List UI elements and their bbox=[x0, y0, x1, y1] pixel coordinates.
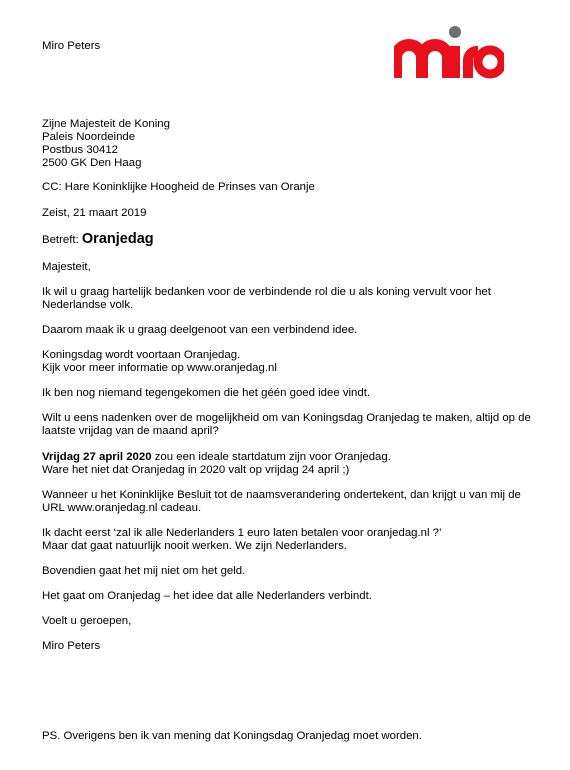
highlight-date: Vrijdag 27 april 2020 bbox=[42, 451, 152, 463]
paragraph-line: Ik wil u graag hartelijk bedanken voor de verbindende rol die u als koning vervult voor het bbox=[42, 286, 491, 298]
paragraph-line: Nederlandse volk. bbox=[42, 299, 134, 311]
paragraph-line: Wilt u eens nadenken over de mogelijkheid om van Koningsdag Oranjedag te maken, altijd op de bbox=[42, 412, 531, 424]
address-line: Zijne Majesteit de Koning bbox=[42, 118, 170, 130]
paragraph: Het gaat om Oranjedag – het idee dat alle Nederlanders verbindt. bbox=[42, 590, 372, 602]
logo-letter-i bbox=[450, 46, 460, 78]
signature: Miro Peters bbox=[42, 640, 101, 652]
logo-letter-m bbox=[396, 45, 448, 78]
paragraph: Bovendien gaat het mij niet om het geld. bbox=[42, 565, 246, 577]
paragraph bbox=[42, 527, 442, 553]
subject bbox=[42, 233, 154, 247]
salutation: Majesteit, bbox=[42, 261, 91, 273]
recipient-address bbox=[42, 118, 170, 170]
logo-wordmark bbox=[396, 26, 502, 78]
paragraph bbox=[42, 349, 277, 375]
paragraph bbox=[42, 286, 491, 312]
paragraph-line: Ware het niet dat Oranjedag in 2020 valt op vrijdag 24 april ;) bbox=[42, 464, 350, 476]
logo-letter-o bbox=[478, 50, 502, 74]
sender-name: Miro Peters bbox=[42, 40, 101, 52]
paragraph-line: Koningsdag wordt voortaan Oranjedag. bbox=[42, 349, 241, 361]
paragraph-line bbox=[42, 451, 391, 464]
address-line: 2500 GK Den Haag bbox=[42, 157, 142, 169]
paragraph-line: Maar dat gaat natuurlijk nooit werken. We zijn Nederlanders. bbox=[42, 540, 347, 552]
subject-label: Betreft: bbox=[42, 234, 79, 246]
paragraph bbox=[42, 451, 391, 477]
paragraph-line: Kijk voor meer informatie op www.oranjedag.nl bbox=[42, 362, 277, 374]
logo-dot bbox=[449, 26, 461, 38]
address-line: Postbus 30412 bbox=[42, 144, 118, 156]
subject-value: Oranjedag bbox=[81, 231, 154, 247]
postscript: PS. Overigens ben ik van mening dat Koningsdag Oranjedag moet worden. bbox=[42, 730, 422, 742]
place-date: Zeist, 21 maart 2019 bbox=[42, 207, 147, 219]
paragraph-line: Ik dacht eerst ‘zal ik alle Nederlanders 1 euro laten betalen voor oranjedag.nl ?’ bbox=[42, 527, 442, 539]
miro-logo bbox=[394, 24, 504, 80]
cc-line: CC: Hare Koninklijke Hoogheid de Prinses van Oranje bbox=[42, 181, 315, 193]
paragraph-line: URL www.oranjedag.nl cadeau. bbox=[42, 502, 202, 514]
paragraph bbox=[42, 412, 531, 438]
paragraph-line: laatste vrijdag van de maand april? bbox=[42, 425, 219, 437]
paragraph-text: zou een ideale startdatum zijn voor Oranjedag. bbox=[151, 451, 391, 463]
paragraph bbox=[42, 489, 521, 515]
paragraph-line: Wanneer u het Koninklijke Besluit tot de naamsverandering ondertekent, dan krijgt u van mij de bbox=[42, 489, 521, 501]
paragraph: Ik ben nog niemand tegengekomen die het géén goed idee vindt. bbox=[42, 387, 371, 399]
paragraph: Daarom maak ik u graag deelgenoot van een verbindend idee. bbox=[42, 324, 358, 336]
address-line: Paleis Noordeinde bbox=[42, 131, 136, 143]
closing: Voelt u geroepen, bbox=[42, 615, 132, 627]
